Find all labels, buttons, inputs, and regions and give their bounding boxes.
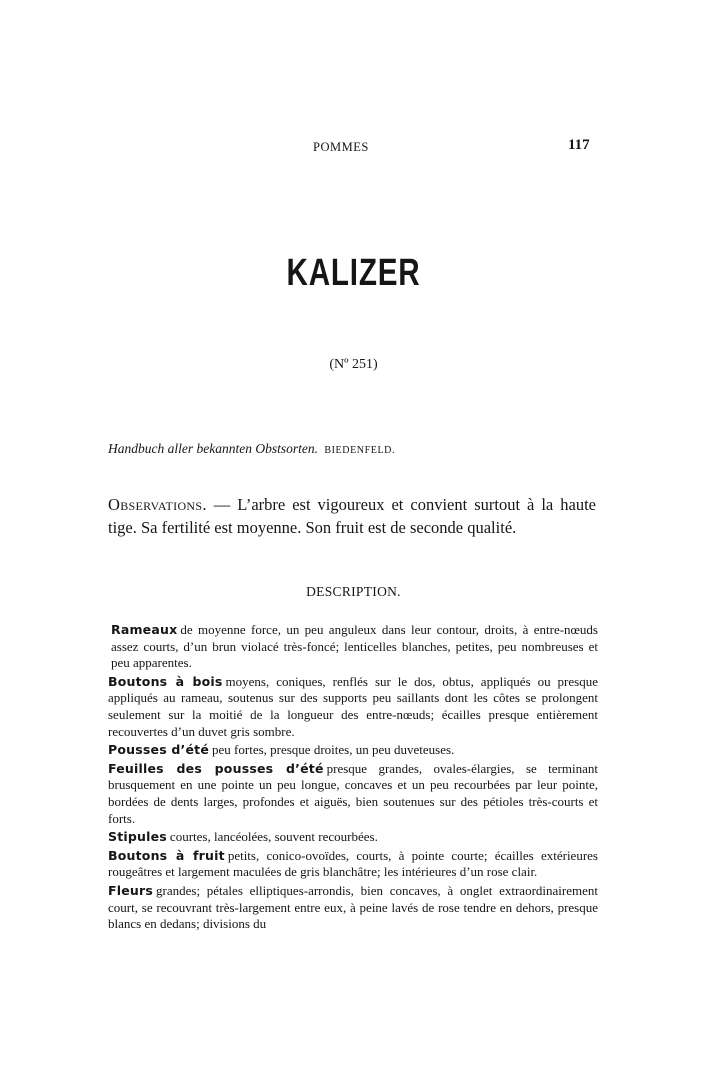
paragraph-text: courtes, lancéolées, souvent recourbées.: [169, 829, 378, 845]
paragraph-text: presque grandes, ovales-élargies, se terminant brusquement en une pointe un peu longue, concaves et un peu recourbées par leur pointe, bordées de dents larges, profondes et aiguës, bien soutenues sur des pétioles très-courts et forts.: [108, 760, 598, 826]
source-author: BIEDENFELD.: [324, 445, 396, 456]
term-feuilles-des-pousses: Feuilles des pousses d’été: [108, 760, 324, 776]
description-paragraph: [108, 829, 598, 846]
term-fleurs: Fleurs: [108, 882, 154, 898]
description-paragraph: [108, 622, 598, 672]
description-paragraph: [108, 742, 598, 759]
term-rameaux: Rameaux: [111, 622, 178, 637]
source-reference: [108, 441, 395, 457]
observations-label: Observations.: [108, 495, 207, 514]
description-paragraph: [108, 674, 598, 740]
variety-number: (Nº 251): [329, 357, 378, 372]
description-body: [108, 622, 598, 933]
paragraph-text: de moyenne force, un peu anguleux dans leur contour, droits, à entre-nœuds assez courts, d’un brun violacé très-foncé; lenticelles blanches, petites, peu nombreuses et peu apparentes.: [111, 622, 598, 671]
source-work: Handbuch aller bekannten Obstsorten.: [108, 441, 318, 456]
description-paragraph: [108, 761, 598, 827]
variety-title: KALIZER: [286, 252, 421, 294]
paragraph-text: grandes; pétales elliptiques-arrondis, bien concaves, à onglet extraordinairement court, se recouvrant très-largement entre eux, à peine lavés de rose tendre en dehors, presque blancs en dedans; divisions du: [108, 882, 598, 932]
term-boutons-a-bois: Boutons à bois: [108, 673, 223, 689]
description-heading: DESCRIPTION.: [306, 584, 401, 599]
paragraph-text: petits, conico-ovoïdes, courts, à pointe courte; écailles extérieures rougeâtres et largement maculées de gris blanchâtre; les intérieures d’un rose clair.: [108, 847, 598, 880]
term-boutons-a-fruit: Boutons à fruit: [108, 847, 225, 863]
description-paragraph: [108, 883, 598, 933]
paragraph-text: moyens, coniques, renflés sur le dos, obtus, appliqués ou presque appliqués au rameau, soutenus sur des supports peu saillants dont les côtes se prolongent seulement sur la moitié de la longueur des entre-nœuds; écailles presque entièrement recouvertes d’un duvet gris sombre.: [108, 673, 598, 739]
running-head: [0, 137, 707, 160]
running-title: POMMES: [313, 140, 369, 154]
term-stipules: Stipules: [108, 829, 167, 845]
paragraph-text: peu fortes, presque droites, un peu duveteuses.: [212, 742, 455, 758]
description-paragraph: [108, 848, 598, 881]
observations-text: — L’arbre est vigoureux et convient surtout à la haute tige. Sa fertilité est moyenne. Son fruit est de seconde qualité.: [108, 495, 596, 537]
page-number: 117: [568, 137, 590, 153]
term-pousses-d-ete: Pousses d’été: [108, 742, 210, 758]
observations-paragraph: [108, 493, 596, 539]
